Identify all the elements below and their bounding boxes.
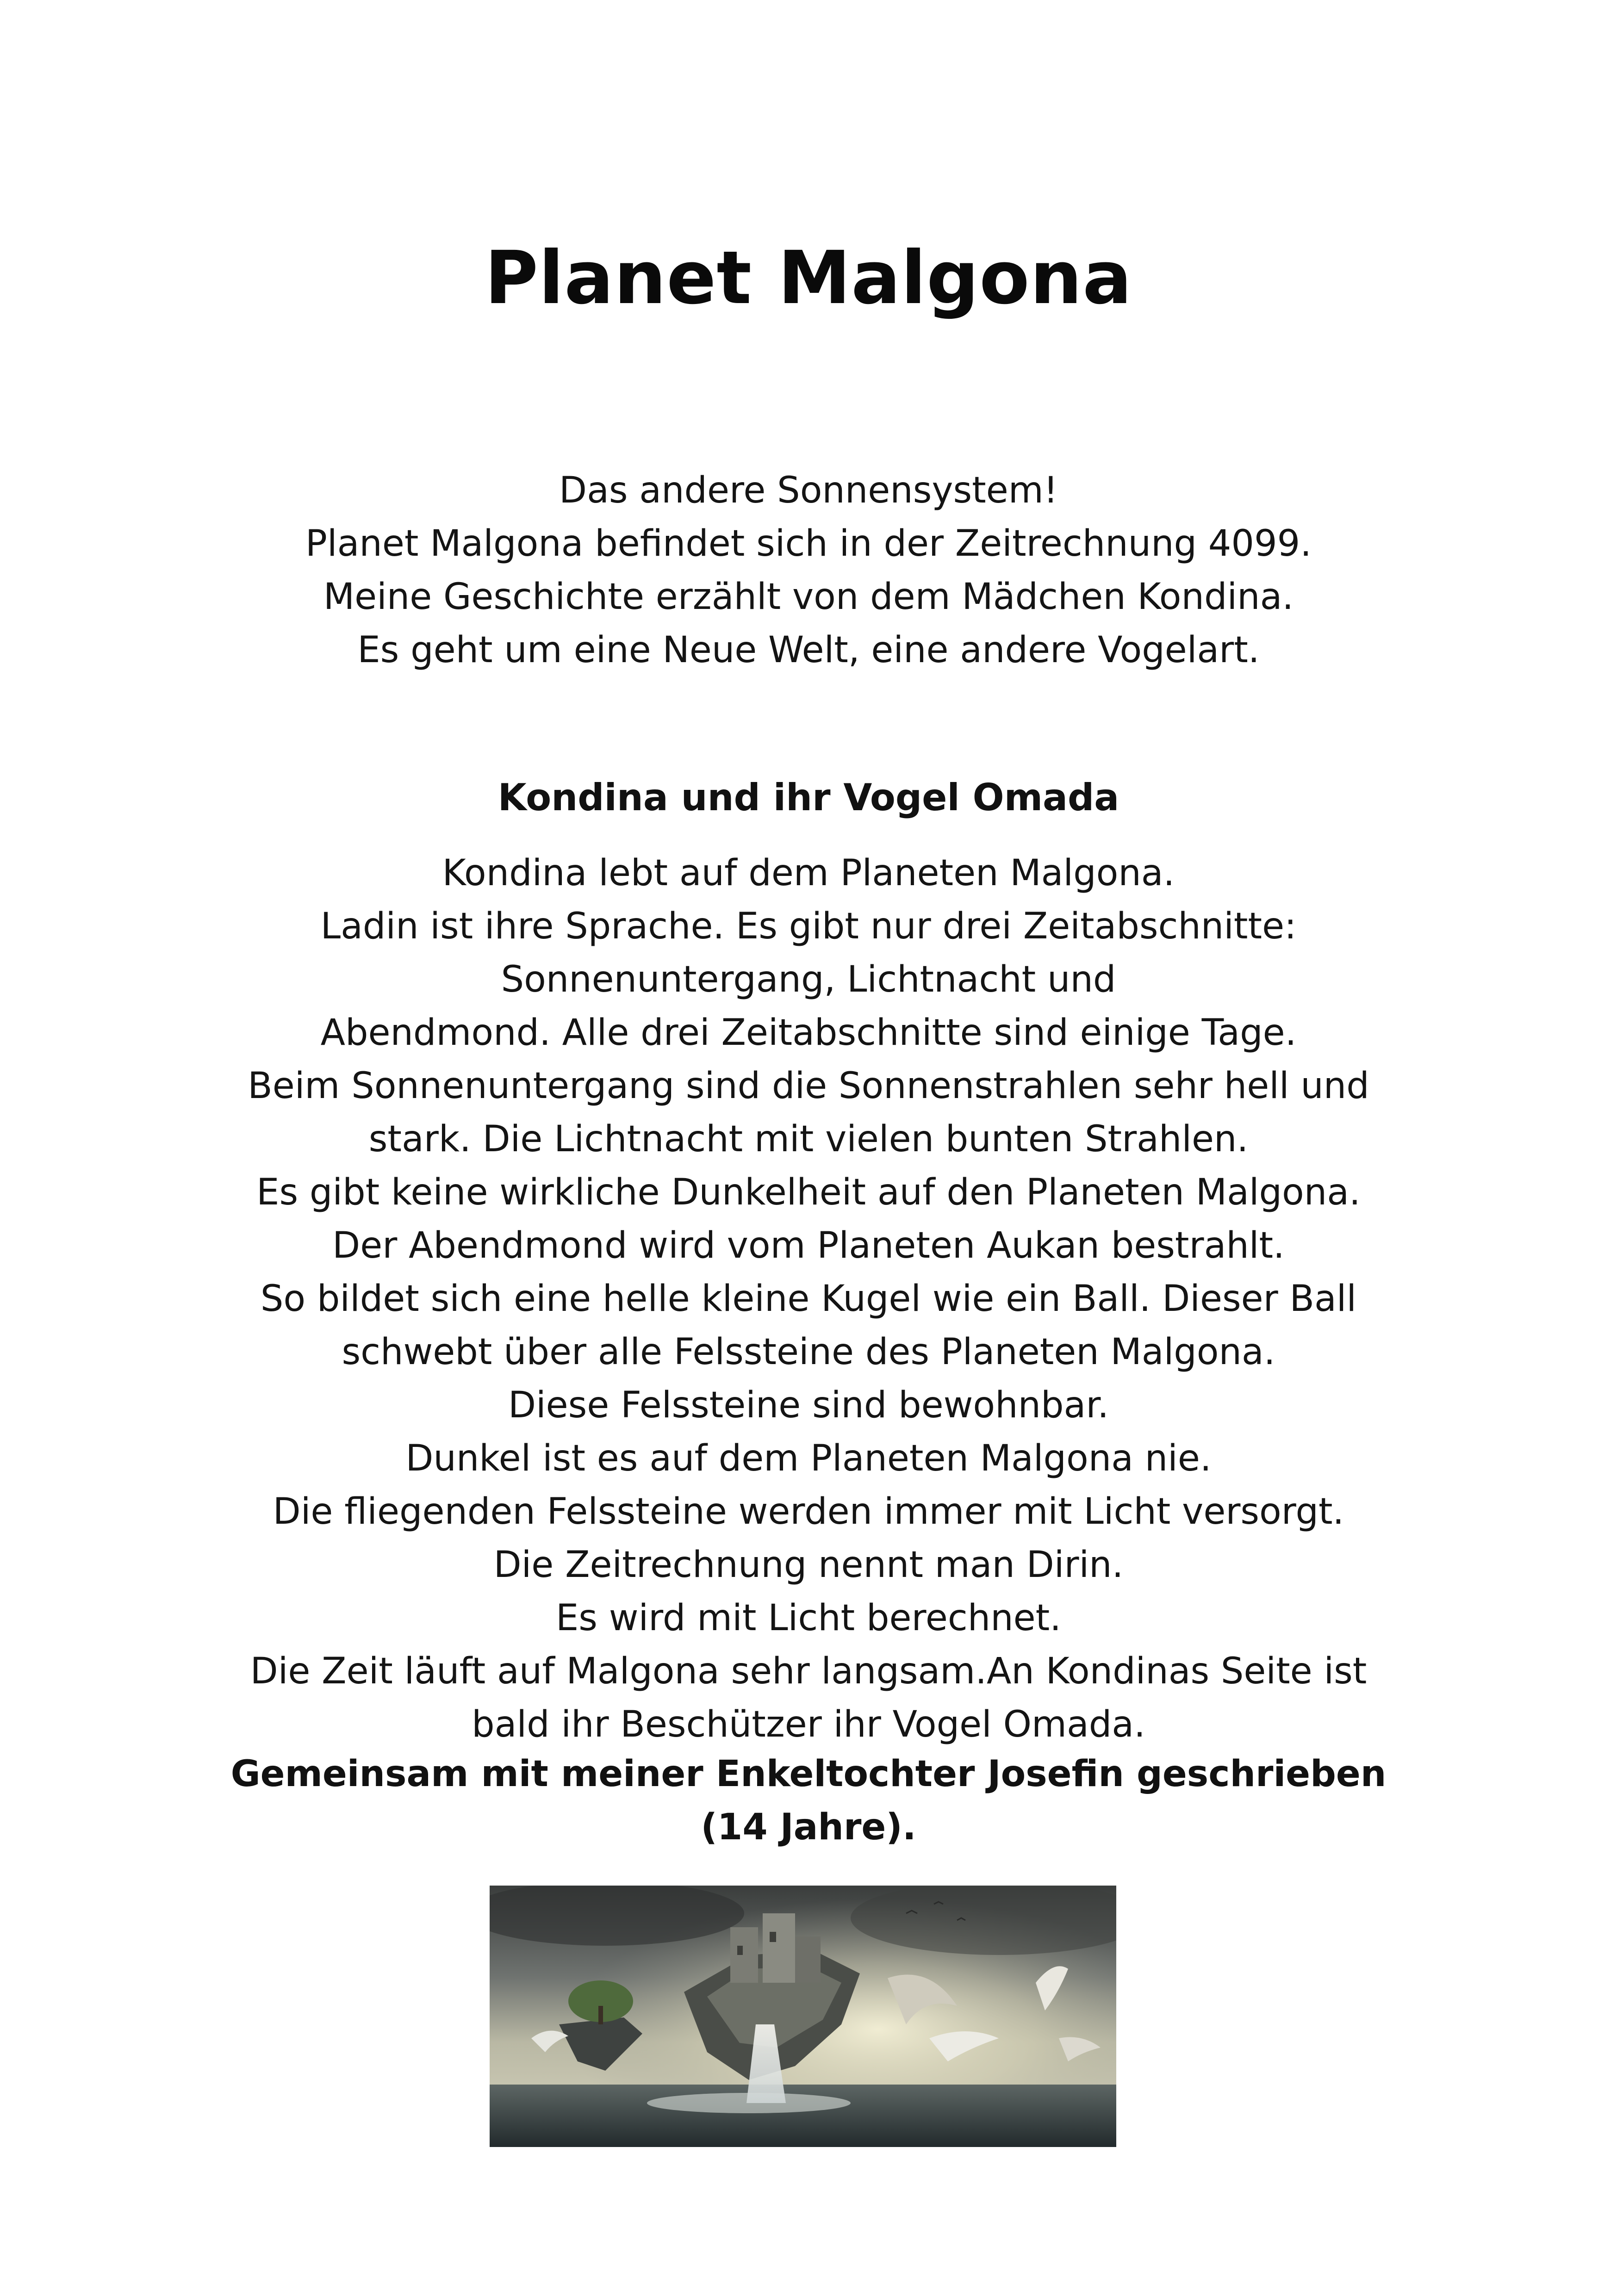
page-title: Planet Malgona bbox=[485, 235, 1132, 321]
story-line: Die Zeit läuft auf Malgona sehr langsam.An Kondinas Seite ist bbox=[250, 1651, 1367, 1692]
intro-paragraph bbox=[0, 464, 1617, 677]
illustration-graphic bbox=[490, 1886, 1116, 2147]
floating-island-illustration bbox=[490, 1886, 1116, 2147]
story-line: schwebt über alle Felssteine des Planeten Malgona. bbox=[342, 1331, 1275, 1373]
intro-line: Es geht um eine Neue Welt, eine andere Vogelart. bbox=[357, 629, 1260, 671]
story-line: Dunkel ist es auf dem Planeten Malgona nie. bbox=[405, 1438, 1212, 1479]
intro-line: Das andere Sonnensystem! bbox=[559, 470, 1058, 511]
story-line: Sonnenuntergang, Lichtnacht und bbox=[501, 959, 1116, 1000]
story-line: Es gibt keine wirkliche Dunkelheit auf den Planeten Malgona. bbox=[256, 1172, 1361, 1213]
story-line: So bildet sich eine helle kleine Kugel wie ein Ball. Dieser Ball bbox=[260, 1278, 1357, 1320]
story-line: Beim Sonnenuntergang sind die Sonnenstrahlen sehr hell und bbox=[248, 1065, 1369, 1107]
intro-line: Planet Malgona befindet sich in der Zeitrechnung 4099. bbox=[305, 523, 1312, 565]
story-line: Abendmond. Alle drei Zeitabschnitte sind einige Tage. bbox=[320, 1012, 1297, 1054]
story-line: Kondina lebt auf dem Planeten Malgona. bbox=[442, 852, 1175, 894]
story-line: Die fliegenden Felssteine werden immer mit Licht versorgt. bbox=[273, 1491, 1344, 1533]
story-line: Der Abendmond wird vom Planeten Aukan bestrahlt. bbox=[332, 1225, 1285, 1266]
story-line: Die Zeitrechnung nennt man Dirin. bbox=[493, 1544, 1124, 1586]
author-credit-line: (14 Jahre). bbox=[701, 1806, 916, 1848]
story-line: bald ihr Beschützer ihr Vogel Omada. bbox=[472, 1704, 1145, 1745]
story-line: Diese Felssteine sind bewohnbar. bbox=[508, 1384, 1109, 1426]
intro-line: Meine Geschichte erzählt von dem Mädchen Kondina. bbox=[323, 576, 1294, 618]
story-line: stark. Die Lichtnacht mit vielen bunten Strahlen. bbox=[368, 1118, 1249, 1160]
author-credit bbox=[0, 1748, 1617, 1854]
story-line: Es wird mit Licht berechnet. bbox=[556, 1597, 1061, 1639]
story-paragraph bbox=[0, 847, 1617, 1751]
story-line: Ladin ist ihre Sprache. Es gibt nur drei Zeitabschnitte: bbox=[320, 906, 1297, 947]
author-credit-line: Gemeinsam mit meiner Enkeltochter Josefin geschrieben bbox=[230, 1753, 1387, 1795]
story-heading: Kondina und ihr Vogel Omada bbox=[498, 776, 1119, 819]
